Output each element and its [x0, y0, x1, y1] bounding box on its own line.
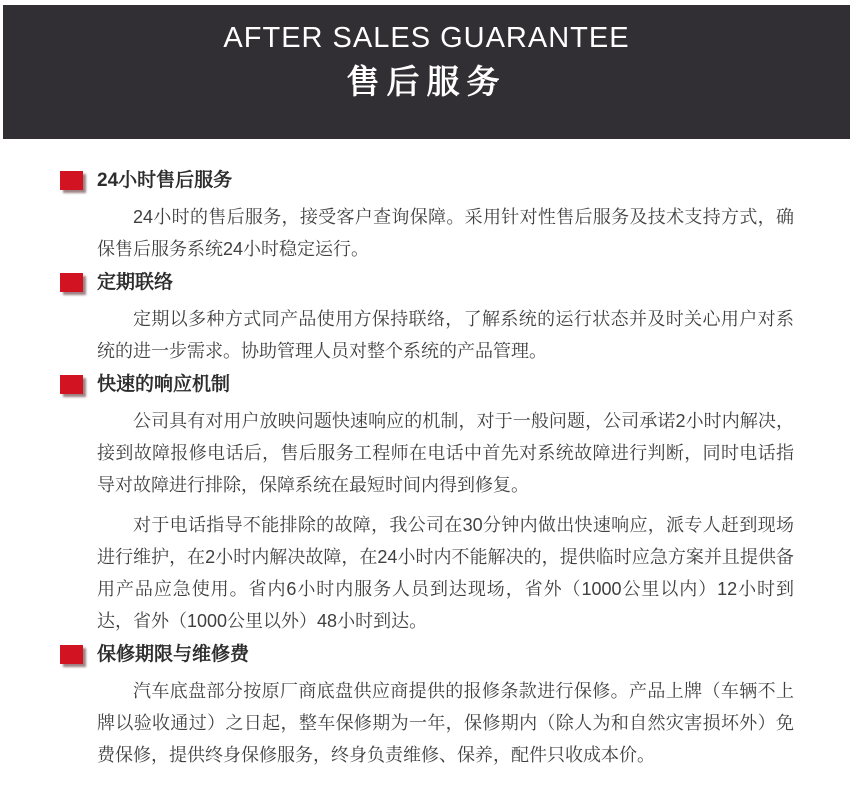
content-area	[0, 139, 850, 771]
section-title: 定期联络	[97, 272, 174, 293]
section-heading-row	[60, 373, 850, 397]
after-sales-page	[0, 5, 850, 805]
section-paragraph: 对于电话指导不能排除的故障，我公司在30分钟内做出快速响应，派专人赶到现场进行维护，在2小时内解决故障，在24小时内不能解决的，提供临时应急方案并且提供备用产品应急使用。省内6小时内服务人员到达现场，省外（1000公里以内）12小时到达，省外（1000公里以外）48小时到达。	[97, 515, 794, 631]
red-square-bullet-icon	[60, 375, 83, 394]
section-title: 24小时售后服务	[97, 170, 233, 191]
section-title: 快速的响应机制	[97, 374, 231, 395]
red-square-bullet-icon	[60, 645, 83, 664]
page-banner	[3, 5, 850, 139]
section-title: 保修期限与维修费	[97, 644, 250, 665]
section-paragraph: 汽车底盘部分按原厂商底盘供应商提供的报修条款进行保修。产品上牌（车辆不上牌以验收通过）之日起，整车保修期为一年，保修期内（除人为和自然灾害损坏外）免费保修，提供终身保修服务，终身负责维修、保养，配件只收成本价。	[97, 681, 794, 765]
section-fast-response	[60, 373, 850, 637]
section-heading-row	[60, 643, 850, 667]
section-24h-service	[60, 169, 850, 265]
section-warranty	[60, 643, 850, 771]
section-paragraph: 24小时的售后服务，接受客户查询保障。采用针对性售后服务及技术支持方式，确保售后服务系统24小时稳定运行。	[97, 207, 794, 259]
section-regular-contact	[60, 271, 850, 367]
banner-title-chinese: 售后服务	[346, 63, 507, 100]
section-heading-row	[60, 271, 850, 295]
section-paragraph: 定期以多种方式同产品使用方保持联络，了解系统的运行状态并及时关心用户对系统的进一步需求。协助管理人员对整个系统的产品管理。	[97, 309, 794, 361]
banner-title-english: AFTER SALES GUARANTEE	[223, 22, 630, 54]
section-paragraph: 公司具有对用户放映问题快速响应的机制，对于一般问题，公司承诺2小时内解决，接到故障报修电话后，售后服务工程师在电话中首先对系统故障进行判断，同时电话指导对故障进行排除，保障系统在最短时间内得到修复。	[97, 411, 794, 495]
red-square-bullet-icon	[60, 171, 83, 190]
red-square-bullet-icon	[60, 273, 83, 292]
section-heading-row	[60, 169, 850, 193]
